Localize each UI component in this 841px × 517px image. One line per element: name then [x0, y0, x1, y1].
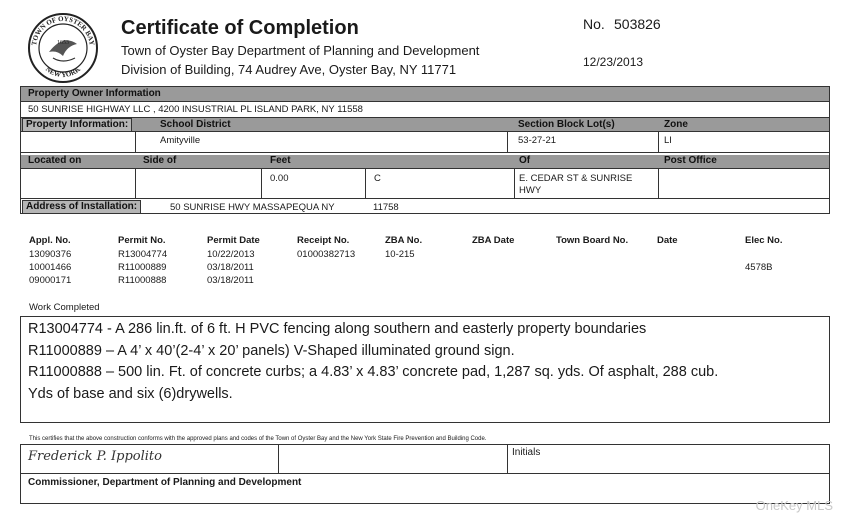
- col-zba-no: ZBA No.: [385, 235, 423, 246]
- post-office-label: Post Office: [664, 155, 717, 166]
- feet-value: 0.00: [270, 173, 289, 184]
- col-date: Date: [657, 235, 678, 246]
- col-town-board-no: Town Board No.: [556, 235, 629, 246]
- certificate-number-label: No.: [583, 16, 605, 32]
- department-line: Town of Oyster Bay Department of Planning and Development: [121, 43, 480, 58]
- town-seal: [27, 12, 99, 84]
- of-label: Of: [519, 155, 531, 166]
- side-of-label: Side of: [143, 155, 177, 166]
- receipt-no-1: 01000382713: [297, 249, 356, 260]
- col-permit-date: Permit Date: [207, 235, 260, 246]
- permit-date-1: 10/22/2013: [207, 249, 255, 260]
- watermark: OneKey MLS: [755, 498, 833, 513]
- division-line: Division of Building, 74 Audrey Ave, Oyster Bay, NY 11771: [121, 62, 457, 77]
- seal-year: 1653: [57, 40, 69, 46]
- installation-zip: 11758: [373, 202, 399, 213]
- work-line-1: R13004774 - A 286 lin.ft. of 6 ft. H PVC fencing along southern and easterly property boundaries: [28, 321, 647, 337]
- appl-no-1: 13090376: [29, 249, 72, 260]
- svg-text:NEW YORK: [44, 65, 82, 79]
- initials-label: Initials: [512, 447, 541, 458]
- certificate-number: 503826: [614, 16, 661, 32]
- col-appl-no: Appl. No.: [29, 235, 71, 246]
- zba-no-1: 10-215: [385, 249, 415, 260]
- direction-value: C: [374, 173, 381, 184]
- section-block-lot-label: Section Block Lot(s): [518, 119, 615, 130]
- of-value-line2: HWY: [519, 185, 542, 196]
- installation-label: Address of Installation:: [22, 200, 141, 214]
- zone-value: LI: [664, 135, 672, 146]
- permit-no-3: R11000888: [118, 275, 167, 286]
- col-permit-no: Permit No.: [118, 235, 166, 246]
- owner-value: 50 SUNRISE HIGHWAY LLC , 4200 INSUSTRIAL PL ISLAND PARK, NY 11558: [28, 104, 363, 115]
- work-line-2: R11000889 – A 4’ x 40’(2-4’ x 20’ panels) V-Shaped illuminated ground sign.: [28, 343, 515, 359]
- work-completed-box: [20, 316, 830, 423]
- elec-no-1: 4578B: [745, 262, 773, 273]
- work-line-3: R11000888 – 500 lin. Ft. of concrete curbs; a 4.83’ x 4.83’ concrete pad, 1,287 sq. yds. Of asphalt, 288 cub.: [28, 364, 719, 380]
- col-elec-no: Elec No.: [745, 235, 783, 246]
- certification-statement: This certifies that the above construction conforms with the approved plans and codes of the Town of Oyster Bay and the New York State Fire Prevention and Building Code.: [29, 436, 487, 442]
- col-zba-date: ZBA Date: [472, 235, 515, 246]
- work-completed-label: Work Completed: [29, 302, 100, 313]
- school-district-value: Amityville: [160, 135, 201, 146]
- commissioner-title: Commissioner, Department of Planning and Development: [28, 477, 302, 488]
- installation-address: 50 SUNRISE HWY MASSAPEQUA NY: [170, 202, 335, 213]
- of-value-line1: E. CEDAR ST & SUNRISE: [519, 173, 633, 184]
- property-info-label: Property Information:: [22, 118, 132, 132]
- col-receipt-no: Receipt No.: [297, 235, 350, 246]
- zone-label: Zone: [664, 119, 688, 130]
- permit-date-2: 03/18/2011: [207, 262, 254, 273]
- permit-no-2: R11000889: [118, 262, 167, 273]
- permit-no-1: R13004774: [118, 249, 168, 260]
- feet-label: Feet: [270, 155, 291, 166]
- work-line-4: Yds of base and six (6)drywells.: [28, 386, 233, 402]
- appl-no-3: 09000171: [29, 275, 72, 286]
- property-band: [21, 118, 829, 131]
- seal-bottom-text: NEW YORK: [43, 65, 83, 80]
- owner-label: Property Owner Information: [28, 88, 161, 99]
- permit-date-3: 03/18/2011: [207, 275, 254, 286]
- located-on-label: Located on: [28, 155, 82, 166]
- certificate-date: 12/23/2013: [583, 55, 644, 69]
- commissioner-signature: Frederick P. Ippolito: [28, 449, 162, 464]
- section-block-lot-value: 53-27-21: [518, 135, 557, 146]
- school-district-label: School District: [160, 119, 231, 130]
- appl-no-2: 10001466: [29, 262, 72, 273]
- certificate-title: Certificate of Completion: [121, 17, 359, 39]
- seal-top-text: TOWN OF OYSTER BAY: [30, 14, 96, 47]
